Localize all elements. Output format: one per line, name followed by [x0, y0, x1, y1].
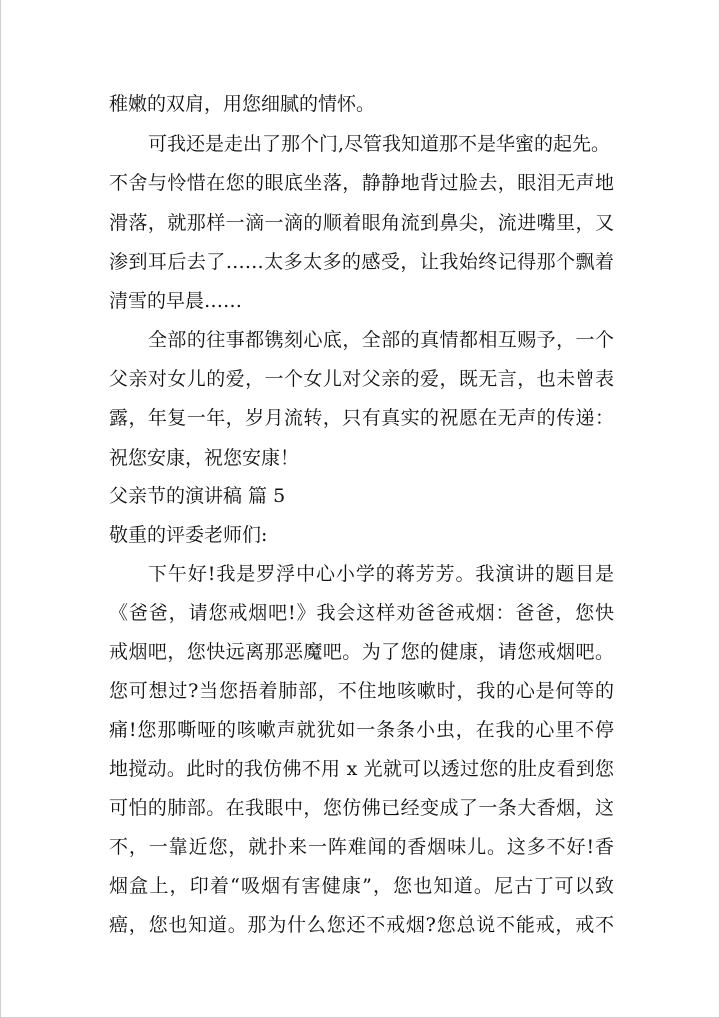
text-line: 稚嫩的双肩，用您细腻的情怀。 — [109, 93, 376, 115]
text-line: 烟盒上，印着“吸烟有害健康”，您也知道。尼古丁可以致 — [109, 875, 614, 897]
text-line: 戒烟吧，您快远离那恶魔吧。为了您的健康，请您戒烟吧。 — [109, 641, 614, 663]
text-line: 清雪的早晨…… — [109, 290, 243, 312]
text-line: 滑落，就那样一滴一滴的顺着眼角流到鼻尖，流进嘴里，又 — [109, 212, 614, 234]
paragraph-start-line: 全部的往事都镌刻心底，全部的真情都相互赐予，一个 — [148, 329, 614, 351]
text-line: 痛!您那嘶哑的咳嗽声就犹如一条条小虫，在我的心里不停 — [109, 719, 614, 741]
text-line: 您可想过?当您捂着肺部，不住地咳嗽时，我的心是何等的 — [109, 680, 614, 702]
section-heading: 父亲节的演讲稿 篇 5 — [109, 485, 286, 507]
text-line: 癌，您也知道。那为什么您还不戒烟?您总说不能戒，戒不 — [109, 914, 614, 936]
text-line: 祝您安康，祝您安康！ — [109, 447, 300, 469]
text-line: 《爸爸，请您戒烟吧!》我会这样劝爸爸戒烟：爸爸，您快 — [109, 602, 614, 624]
paragraph-start-line: 下午好!我是罗浮中心小学的蒋芳芳。我演讲的题目是 — [148, 563, 614, 585]
paragraph-start-line: 可我还是走出了那个门,尽管我知道那不是华蜜的起先。 — [148, 133, 611, 155]
text-line: 露，年复一年，岁月流转，只有真实的祝愿在无声的传递： — [109, 407, 614, 429]
text-line: 可怕的肺部。在我眼中，您仿佛已经变成了一条大香烟，这 — [109, 797, 614, 819]
text-line: 地搅动。此时的我仿佛不用 x 光就可以透过您的肚皮看到您 — [109, 758, 614, 780]
text-line: 父亲对女儿的爱，一个女儿对父亲的爱，既无言，也未曾表 — [109, 368, 614, 390]
text-line: 渗到耳后去了……太多太多的感受，让我始终记得那个飘着 — [109, 251, 614, 273]
salutation: 敬重的评委老师们: — [109, 524, 268, 546]
text-line: 不舍与怜惜在您的眼底坐落，静静地背过脸去，眼泪无声地 — [109, 172, 614, 194]
text-line: 不，一靠近您，就扑来一阵难闻的香烟味儿。这多不好!香 — [109, 836, 614, 858]
